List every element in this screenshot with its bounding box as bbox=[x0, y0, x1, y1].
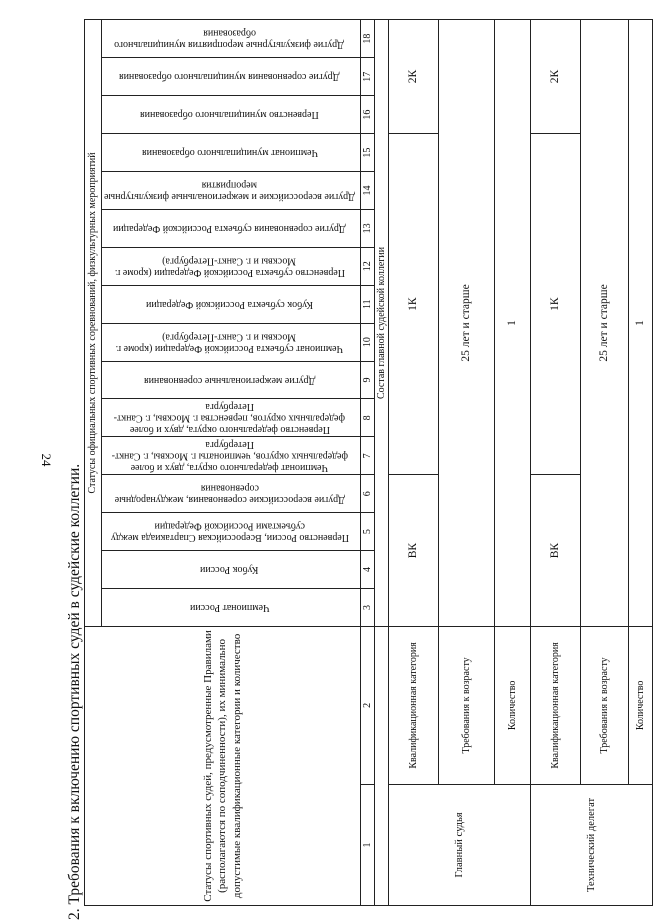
column-number: 12 bbox=[361, 247, 375, 285]
count-value: 1 bbox=[629, 20, 653, 627]
column-number: 18 bbox=[361, 20, 375, 58]
header-group: Статусы официальных спортивных соревнований, физкультурных мероприятий bbox=[85, 20, 102, 627]
table-row bbox=[629, 20, 653, 906]
header-group-row bbox=[85, 20, 102, 906]
column-number: 4 bbox=[361, 551, 375, 589]
category-value: 1К bbox=[389, 134, 439, 475]
table-row bbox=[439, 20, 495, 906]
table-row bbox=[495, 20, 531, 906]
category-value: ВК bbox=[389, 475, 439, 627]
competition-header: Другие соревнования муниципального образования bbox=[102, 58, 361, 96]
column-number: 14 bbox=[361, 172, 375, 210]
column-number: 16 bbox=[361, 96, 375, 134]
category-value: ВК bbox=[531, 475, 581, 627]
age-value: 25 лет и старше bbox=[581, 20, 629, 627]
competition-header: Чемпионат муниципального образования bbox=[102, 134, 361, 172]
section-row bbox=[375, 20, 389, 906]
table-row bbox=[531, 20, 581, 906]
column-number: 8 bbox=[361, 399, 375, 437]
count-value: 1 bbox=[495, 20, 531, 627]
table-row bbox=[581, 20, 629, 906]
role-name: Главный судья bbox=[389, 784, 531, 905]
category-value: 2К bbox=[531, 20, 581, 134]
requirement-label: Квалификационная категория bbox=[531, 626, 581, 784]
column-number: 9 bbox=[361, 361, 375, 399]
requirement-label: Требования к возрасту bbox=[439, 626, 495, 784]
age-value: 25 лет и старше bbox=[439, 20, 495, 627]
column-number: 10 bbox=[361, 323, 375, 361]
requirement-label: Количество bbox=[495, 626, 531, 784]
requirement-label: Квалификационная категория bbox=[389, 626, 439, 784]
column-number: 11 bbox=[361, 285, 375, 323]
competition-header: Чемпионат федерального округа, двух и более федеральных округов, чемпионаты г. Москвы, г. Санкт-Петербурга bbox=[102, 437, 361, 475]
competition-header: Чемпионат России bbox=[102, 588, 361, 626]
competition-header: Другие физкультурные мероприятия муниципального образования bbox=[102, 20, 361, 58]
competition-header: Другие соревнования субъекта Российской Федерации bbox=[102, 209, 361, 247]
column-number-row bbox=[361, 20, 375, 906]
section-spacer bbox=[375, 626, 389, 905]
column-number: 2 bbox=[361, 626, 375, 784]
competition-header: Первенство муниципального образования bbox=[102, 96, 361, 134]
competition-header: Другие всероссийские и межрегиональные физкультурные мероприятия bbox=[102, 172, 361, 210]
page-number: 24 bbox=[39, 453, 54, 467]
competition-header: Первенство субъекта Российской Федерации (кроме г. Москвы и г. Санкт-Петербурга) bbox=[102, 247, 361, 285]
competition-header: Первенство федерального округа, двух и более федеральных округов, первенства г. Москвы, г. Санкт-Петербурга bbox=[102, 399, 361, 437]
table-row bbox=[389, 20, 439, 906]
requirement-label: Требования к возрасту bbox=[581, 626, 629, 784]
column-number: 3 bbox=[361, 588, 375, 626]
competition-header: Первенство России, Всероссийская Спартакиада между субъектами Российской Федерации bbox=[102, 513, 361, 551]
requirements-table bbox=[84, 19, 653, 906]
category-value: 2К bbox=[389, 20, 439, 134]
section-heading: 2. Требования к включению спортивных судей в судейские коллегии. bbox=[66, 463, 83, 920]
competition-header: Чемпионат субъекта Российской Федерации (кроме г. Москвы и г. Санкт-Петербурга) bbox=[102, 323, 361, 361]
column-number: 7 bbox=[361, 437, 375, 475]
category-value: 1К bbox=[531, 134, 581, 475]
competition-header: Другие межрегиональные соревнования bbox=[102, 361, 361, 399]
column-number: 13 bbox=[361, 209, 375, 247]
corner-cell: Статусы спортивных судей, предусмотренные Правилами (располагаются по соподчиненности), их минимально допустимые квалификационные категории и количество bbox=[85, 626, 361, 905]
column-number: 15 bbox=[361, 134, 375, 172]
section-title: Состав главной судейской коллегии bbox=[375, 20, 389, 627]
column-number: 1 bbox=[361, 784, 375, 905]
competition-header: Кубок России bbox=[102, 551, 361, 589]
column-number: 17 bbox=[361, 58, 375, 96]
requirement-label: Количество bbox=[629, 626, 653, 784]
competition-header: Другие всероссийские соревнования, международные соревнования bbox=[102, 475, 361, 513]
column-number: 5 bbox=[361, 513, 375, 551]
role-name: Технический делегат bbox=[531, 784, 653, 905]
competition-header: Кубок субъекта Российской Федерации bbox=[102, 285, 361, 323]
column-number: 6 bbox=[361, 475, 375, 513]
